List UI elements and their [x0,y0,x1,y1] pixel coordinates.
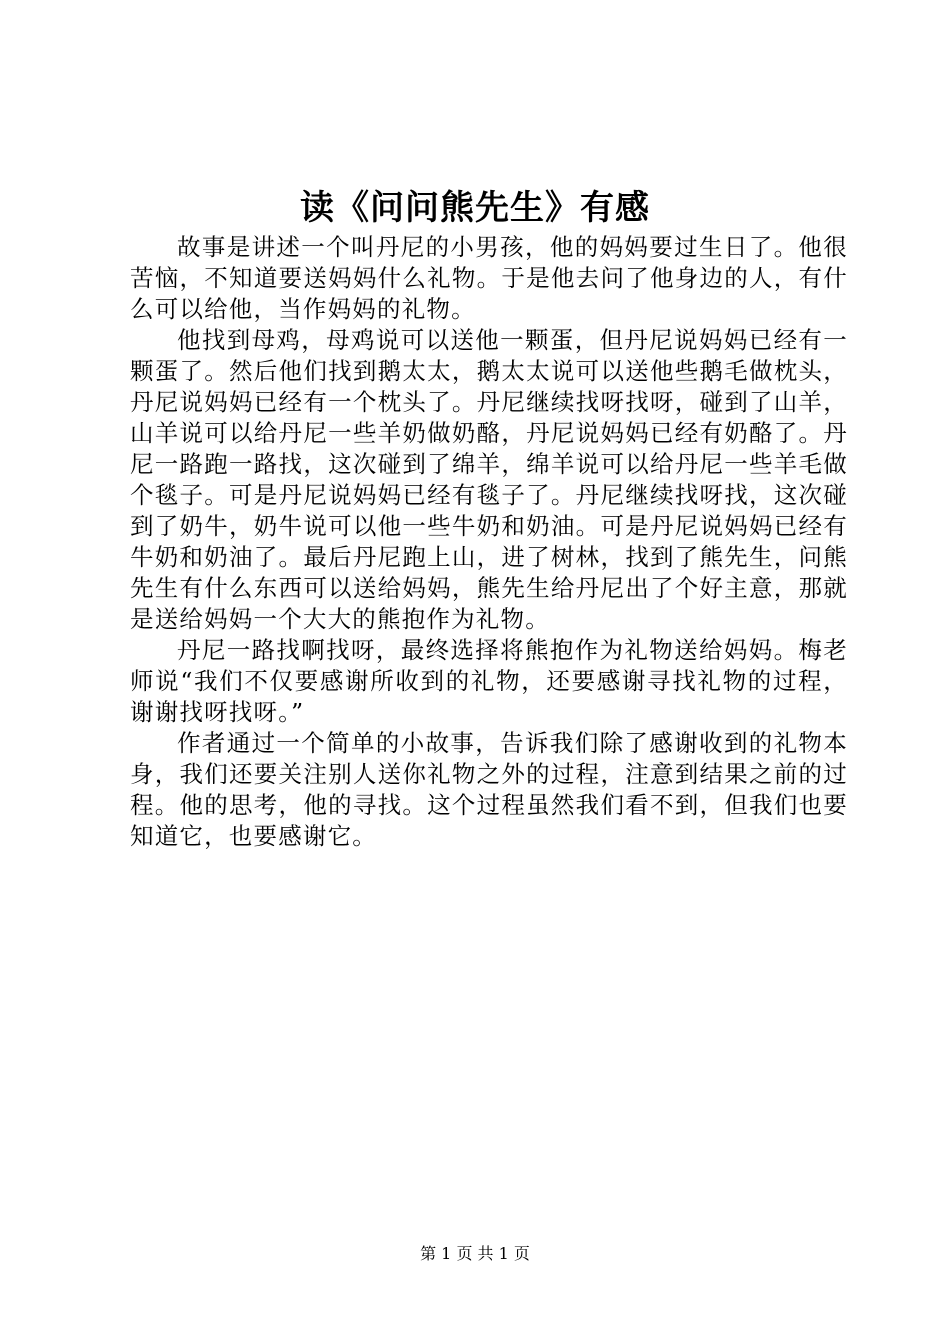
paragraph-3: 丹尼一路找啊找呀，最终选择将熊抱作为礼物送给妈妈。梅老师说“我们不仅要感谢所收到的礼物，还要感谢寻找礼物的过程，谢谢找呀找呀。” [130,636,848,726]
paragraph-4: 作者通过一个简单的小故事，告诉我们除了感谢收到的礼物本身，我们还要关注别人送你礼物之外的过程，注意到结果之前的过程。他的思考，他的寻找。这个过程虽然我们看不到，但我们也要知道它，也要感谢它。 [130,729,848,850]
document-body [130,232,848,852]
paragraph-1: 故事是讲述一个叫丹尼的小男孩，他的妈妈要过生日了。他很苦恼，不知道要送妈妈什么礼物。于是他去问了他身边的人，有什么可以给他，当作妈妈的礼物。 [130,233,848,323]
page-footer: 第 1 页 共 1 页 [420,1244,530,1263]
paragraph-2: 他找到母鸡，母鸡说可以送他一颗蛋，但丹尼说妈妈已经有一颗蛋了。然后他们找到鹅太太，鹅太太说可以送他些鹅毛做枕头，丹尼说妈妈已经有一个枕头了。丹尼继续找呀找呀，碰到了山羊，山羊说可以给丹尼一些羊奶做奶酪，丹尼说妈妈已经有奶酪了。丹尼一路跑一路找，这次碰到了绵羊，绵羊说可以给丹尼一些羊毛做个毯子。可是丹尼说妈妈已经有毯子了。丹尼继续找呀找，这次碰到了奶牛，奶牛说可以他一些牛奶和奶油。可是丹尼说妈妈已经有牛奶和奶油了。最后丹尼跑上山，进了树林，找到了熊先生，问熊先生有什么东西可以送给妈妈，熊先生给丹尼出了个好主意，那就是送给妈妈一个大大的熊抱作为礼物。 [130,326,848,633]
document-title: 读《问问熊先生》有感 [300,188,650,228]
